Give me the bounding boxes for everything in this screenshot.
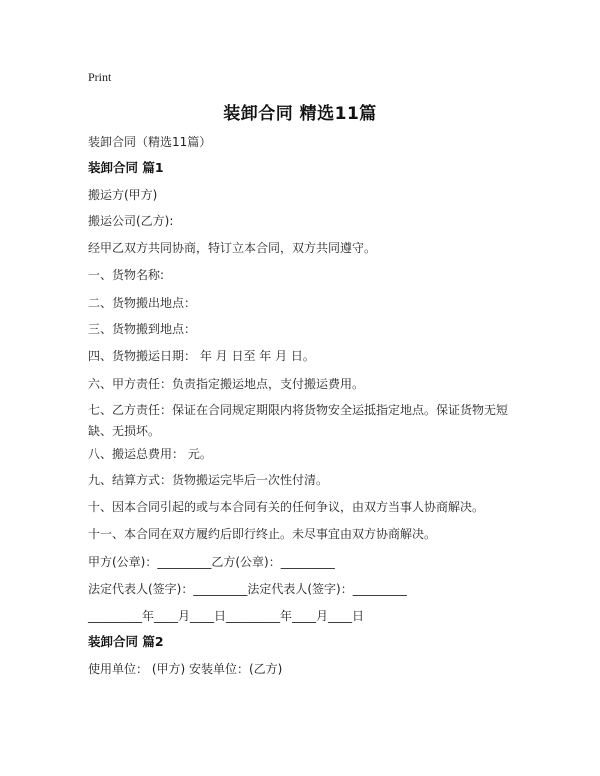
section-heading-2: 装卸合同 篇2 (88, 634, 164, 649)
clause-8: 八、搬运总费用： 元。 (88, 447, 212, 461)
section-heading-1: 装卸合同 篇1 (88, 160, 164, 175)
intro-paragraph: 经甲乙双方共同协商，特订立本合同，双方共同遵守。 (88, 241, 377, 255)
section2-parties-line: 使用单位： (甲方) 安装单位：(乙方) (88, 662, 283, 676)
clause-3: 三、货物搬到地点： (88, 322, 197, 336)
clause-1: 一、货物名称: (88, 268, 165, 282)
date-line: _________年____月____日_________年____月____日 (88, 609, 365, 623)
party-b-line: 搬运公司(乙方): (88, 214, 174, 228)
clause-4: 四、货物搬运日期： 年 月 日至 年 月 日。 (88, 349, 315, 363)
page-title: 装卸合同 精选11篇 (223, 104, 377, 124)
clause-6: 六、甲方责任：负责指定搬运地点，支付搬运费用。 (88, 377, 365, 391)
seal-signature-line: 甲方(公章)：_________乙方(公章)：_________ (88, 555, 335, 569)
clause-2: 二、货物搬出地点： (88, 296, 197, 310)
clause-9: 九、结算方式：货物搬运完毕后一次性付清。 (88, 473, 329, 487)
party-a-line: 搬运方(甲方) (88, 188, 158, 202)
clause-11: 十一、本合同在双方履约后即行终止。未尽事宜由双方协商解决。 (88, 527, 437, 541)
representative-signature-line: 法定代表人(签字)：_________法定代表人(签字)：_________ (88, 582, 407, 596)
clause-7: 七、乙方责任：保证在合同规定期限内将货物安全运抵指定地点。保证货物无短缺、无损坏。 (88, 403, 509, 438)
print-label[interactable]: Print (88, 70, 112, 84)
document-subtitle: 装卸合同（精选11篇） (88, 135, 212, 149)
clause-10: 十、因本合同引起的或与本合同有关的任何争议，由双方当事人协商解决。 (88, 500, 485, 514)
